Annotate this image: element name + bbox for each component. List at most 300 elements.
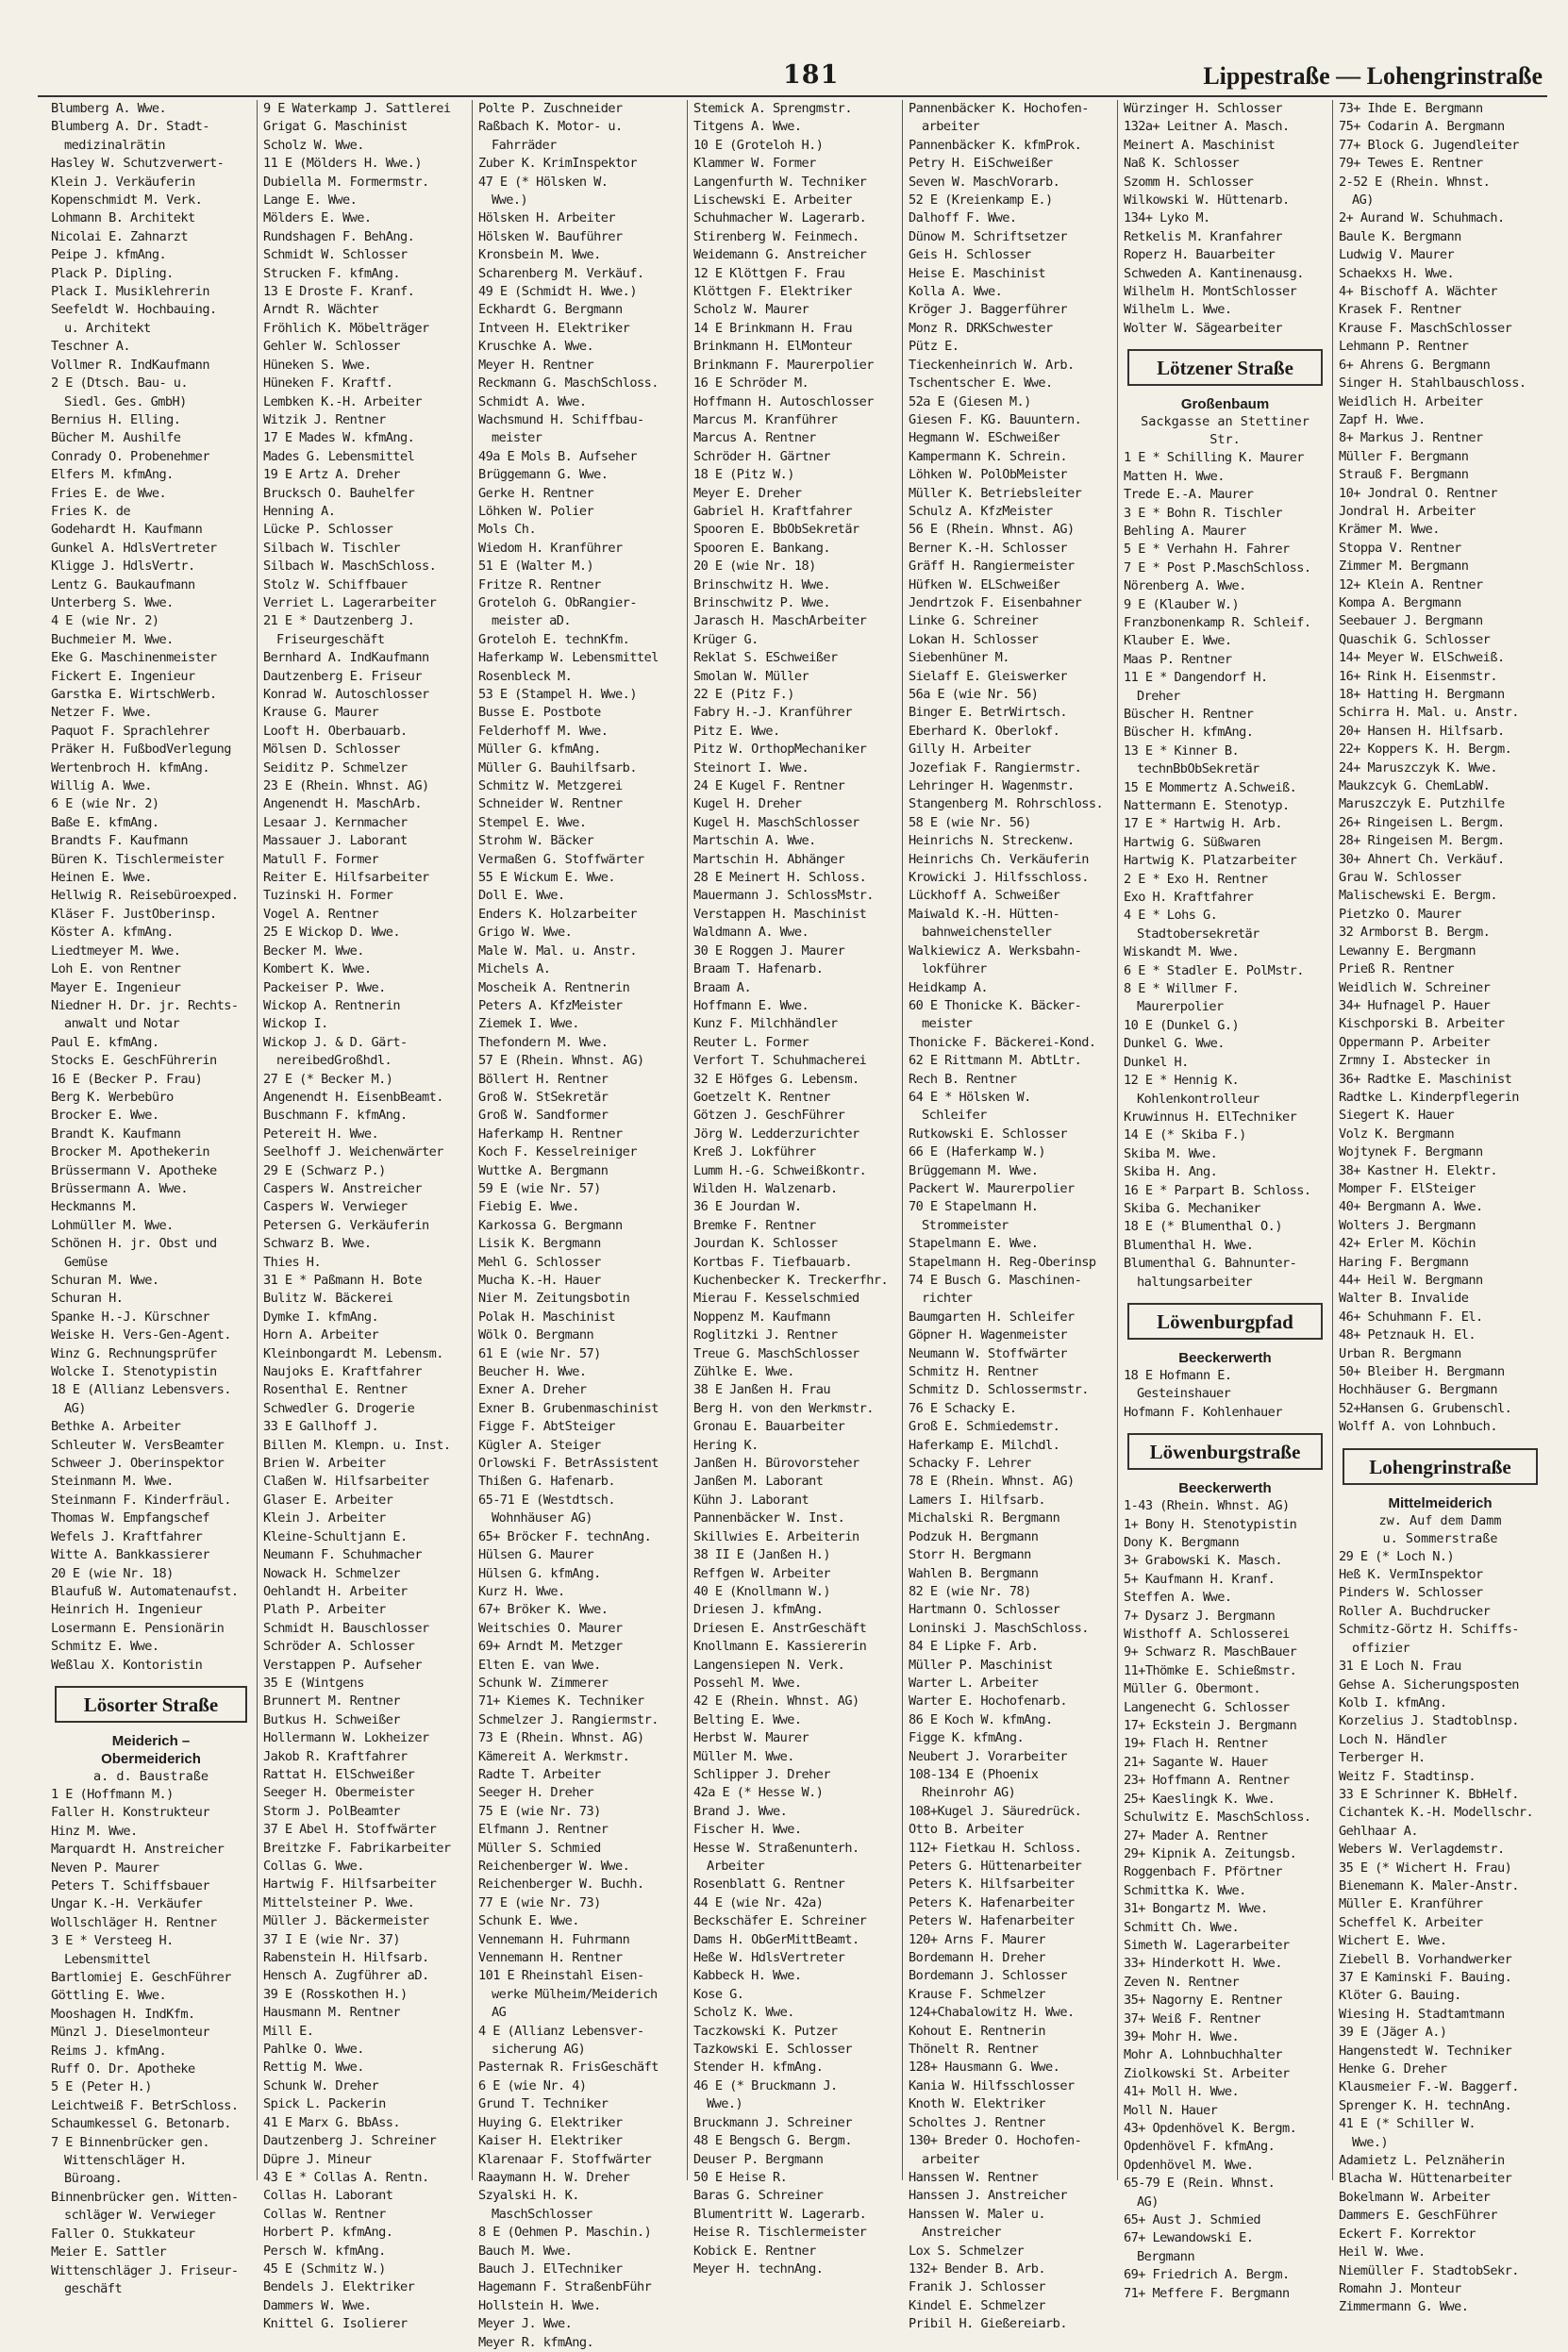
resident-entry: Dymke I. kfmAng. (263, 1309, 379, 1325)
resident-entry: Wichert E. Wwe. (1339, 1933, 1447, 1949)
resident-entry: Schröder H. Gärtner (693, 448, 831, 464)
resident-entry: 32 Armborst B. Bergm. (1339, 925, 1491, 941)
resident-entry: Hülsen G. kfmAng. (478, 1565, 601, 1581)
resident-entry: 77 E (wie Nr. 73) (478, 1894, 601, 1910)
resident-entry: Radte T. Arbeiter (478, 1766, 601, 1782)
entry-continuation: arbeiter (922, 2151, 980, 2167)
resident-entry: Skiba H. Ang. (1124, 1164, 1218, 1180)
resident-entry: Krüger G. (693, 631, 759, 647)
resident-entry: Mill E. (263, 2023, 314, 2039)
resident-entry: Opdenhövel M. Wwe. (1124, 2157, 1254, 2173)
resident-entry: Stirenberg W. Feinmech. (693, 228, 859, 244)
resident-entry: Meyer H. technAng. (693, 2260, 824, 2277)
resident-entry: Huying G. Elektriker (478, 2114, 623, 2130)
resident-entry: Blumberg A. Wwe. (51, 101, 167, 116)
resident-entry: Tazkowski E. Schlosser (693, 2042, 852, 2058)
resident-entry: Kleinbongardt M. Lebensm. (263, 1345, 443, 1361)
resident-entry: Hochhäuser G. Bergmann (1339, 1382, 1497, 1398)
resident-entry: Seefeldt W. Hochbauing. (51, 302, 217, 318)
resident-entry: Janßen M. Laborant (693, 1474, 824, 1490)
resident-entry: Lembken K.-H. Arbeiter (263, 393, 422, 409)
resident-entry: Raßbach K. Motor- u. (478, 119, 623, 135)
resident-entry: Packeiser P. Wwe. (263, 979, 386, 995)
resident-entry: Smolan W. Müller (693, 668, 809, 684)
resident-entry: 16 E Schröder M. (693, 375, 809, 392)
resident-entry: Hesse W. Straßenunterh. (693, 1840, 859, 1856)
resident-entry: Wuttke A. Bergmann (478, 1162, 609, 1178)
resident-entry: Petersen G. Verkäuferin (263, 1217, 429, 1233)
resident-entry: 62 E Rittmann M. AbtLtr. (909, 1053, 1082, 1069)
resident-entry: Buchmeier M. Wwe. (51, 631, 174, 647)
resident-entry: Lückhoff A. Schweißer (909, 888, 1060, 904)
resident-entry: Heise E. Maschinist (909, 265, 1046, 281)
resident-entry: 47 E (* Hölsken W. (478, 174, 609, 190)
page-number: 181 (783, 60, 840, 90)
resident-entry: 7 E Binnenbrücker gen. (51, 2134, 209, 2150)
resident-entry: Hasley W. Schutzverwert- (51, 156, 225, 172)
resident-entry: Knoth W. Elektriker (909, 2096, 1046, 2112)
resident-entry: 28+ Ringeisen M. Bergm. (1339, 833, 1505, 849)
resident-entry: 1 E (Hoffmann M.) (51, 1786, 174, 1802)
resident-entry: 17+ Eckstein J. Bergmann (1124, 1718, 1297, 1734)
resident-entry: Thißen G. Hafenarb. (478, 1474, 616, 1490)
header-rule (38, 95, 1547, 97)
resident-entry: 112+ Fietkau H. Schloss. (909, 1840, 1082, 1856)
entry-continuation: lokführer (922, 961, 987, 977)
resident-entry: Janßen H. Bürovorsteher (693, 1456, 859, 1472)
entry-continuation: offizier (1352, 1640, 1410, 1656)
resident-entry: Kaiser H. Elektriker (478, 2133, 623, 2149)
resident-entry: 14+ Meyer W. ElSchweiß. (1339, 650, 1505, 666)
resident-entry: Schmitz E. Wwe. (51, 1639, 159, 1655)
resident-entry: Braam A. (693, 979, 752, 995)
resident-entry: Brocker M. Apothekerin (51, 1144, 209, 1160)
resident-entry: 56 E (Rhein. Whnst. AG) (909, 522, 1075, 538)
resident-entry: 128+ Hausmann G. Wwe. (909, 2060, 1060, 2076)
entry-continuation: sicherung AG) (492, 2042, 586, 2058)
resident-entry: Mucha K.-H. Hauer (478, 1273, 601, 1288)
resident-entry: Heil W. Wwe. (1339, 2244, 1426, 2260)
resident-entry: 21 E * Dautzenberg J. (263, 613, 415, 629)
resident-entry: Lücke P. Schlosser (263, 522, 393, 538)
resident-entry: Walter B. Invalide (1339, 1291, 1469, 1307)
resident-entry: Reffgen W. Arbeiter (693, 1565, 831, 1581)
resident-entry: Peipe J. kfmAng. (51, 247, 167, 263)
district-heading: Meiderich – (111, 1732, 191, 1749)
resident-entry: 124+Chabalowitz H. Wwe. (909, 2005, 1075, 2021)
resident-entry: Thönelt R. Rentner (909, 2042, 1039, 2058)
resident-entry: Hagemann F. StraßenbFühr (478, 2279, 652, 2295)
resident-entry: Nicolai E. Zahnarzt (51, 228, 189, 244)
resident-entry: 2 E (Dtsch. Bau- u. (51, 375, 189, 392)
street-heading: Löwenburgstraße (1127, 1433, 1323, 1470)
resident-entry: Wachsmund H. Schiffbau- (478, 411, 644, 427)
resident-entry: Reklat S. ESchweißer (693, 650, 838, 666)
resident-entry: 66 E (Haferkamp W.) (909, 1144, 1046, 1160)
resident-entry: Langenfurth W. Techniker (693, 174, 867, 190)
resident-entry: Schunk W. Dreher (263, 2077, 379, 2093)
resident-entry: Hellwig R. Reisebüroexped. (51, 888, 239, 904)
resident-entry: Szomm H. Schlosser (1124, 174, 1254, 190)
resident-entry: Looft H. Oberbauarb. (263, 723, 408, 739)
resident-entry: Binger E. BetrWirtsch. (909, 705, 1067, 721)
resident-entry: Doll E. Wwe. (478, 888, 565, 904)
resident-entry: Beucher H. Wwe. (478, 1364, 587, 1380)
resident-entry: Collas W. Rentner (263, 2206, 386, 2222)
resident-entry: Angenendt H. EisenbBeamt. (263, 1089, 443, 1105)
resident-entry: Niemüller F. StadtobSekr. (1339, 2262, 1519, 2278)
entry-continuation: haltungsarbeiter (1137, 1274, 1253, 1290)
resident-entry: Meyer R. kfmAng. (478, 2334, 594, 2350)
street-location-note: Sackgasse an Stettiner Str. (1141, 414, 1309, 448)
street-location-note: a. d. Baustraße (93, 1768, 209, 1784)
resident-entry: Butkus H. Schweißer (263, 1711, 401, 1727)
resident-entry: Kunz F. Milchhändler (693, 1016, 838, 1032)
resident-entry: Paul E. kfmAng. (51, 1034, 159, 1050)
resident-entry: Bethke A. Arbeiter (51, 1419, 181, 1435)
resident-entry: 49 E (Schmidt H. Wwe.) (478, 284, 637, 300)
resident-entry: Willig A. Wwe. (51, 778, 152, 794)
resident-entry: Stoppa V. Rentner (1339, 540, 1461, 556)
resident-entry: Monz R. DRKSchwester (909, 320, 1053, 336)
resident-entry: 11 E * Dangendorf H. (1124, 670, 1268, 686)
resident-entry: Eke G. Maschinenmeister (51, 650, 217, 666)
resident-entry: Sprenger K. H. technAng. (1339, 2097, 1512, 2113)
resident-entry: 3 E * Bohn R. Tischler (1124, 505, 1282, 521)
resident-entry: Wilhelm H. MontSchlosser (1124, 284, 1297, 300)
resident-entry: Schaumkessel G. Betonarb. (51, 2116, 231, 2132)
resident-entry: Wolcke I. Stenotypistin (51, 1364, 217, 1380)
resident-entry: Löhken W. Polier (478, 503, 594, 519)
resident-entry: Nattermann E. Stenotyp. (1124, 798, 1290, 813)
resident-entry: 3+ Grabowski K. Masch. (1124, 1553, 1282, 1569)
resident-entry: Hartwig G. Süßwaren (1124, 834, 1261, 850)
resident-entry: Bruckmann J. Schreiner (693, 2114, 852, 2130)
resident-entry: Driesen J. kfmAng. (693, 1602, 824, 1618)
resident-entry: Mauermann J. SchlossMstr. (693, 888, 874, 904)
resident-entry: 45 E (Schmitz W.) (263, 2260, 386, 2277)
resident-entry: 76 E Schacky E. (909, 1400, 1017, 1416)
resident-entry: 79+ Tewes E. Rentner (1339, 156, 1483, 172)
entry-continuation: arbeiter (922, 119, 980, 135)
resident-entry: Niedner H. Dr. jr. Rechts- (51, 997, 239, 1013)
resident-entry: Scholz K. Wwe. (693, 2005, 794, 2021)
entry-continuation: AG (492, 2005, 507, 2021)
resident-entry: Weitschies O. Maurer (478, 1620, 623, 1636)
resident-entry: Langensiepen N. Verk. (693, 1657, 845, 1673)
resident-entry: Tieckenheinrich W. Arb. (909, 357, 1075, 373)
entry-continuation: Schleifer (922, 1108, 987, 1124)
resident-entry: Klausmeier F.-W. Baggerf. (1339, 2079, 1519, 2095)
directory-column (257, 100, 472, 2332)
resident-entry: Elfers M. kfmAng. (51, 467, 174, 483)
resident-entry: 21+ Sagante W. Hauer (1124, 1754, 1268, 1770)
resident-entry: Fröhlich K. Möbelträger (263, 320, 429, 336)
resident-entry: Rutkowski E. Schlosser (909, 1126, 1067, 1142)
resident-entry: Singer H. Stahlbauschloss. (1339, 375, 1526, 392)
resident-entry: Goetzelt K. Rentner (693, 1089, 831, 1105)
resident-entry: Skiba M. Wwe. (1124, 1145, 1218, 1161)
resident-entry: Müller J. Bäckermeister (263, 1913, 429, 1929)
resident-entry: Präker H. FußbodVerlegung (51, 742, 231, 758)
resident-entry: Marcus M. Kranführer (693, 411, 838, 427)
resident-entry: Bremke F. Rentner (693, 1217, 816, 1233)
resident-entry: Peters G. Hüttenarbeiter (909, 1859, 1082, 1874)
resident-entry: Rosenblatt G. Rentner (693, 1877, 845, 1893)
resident-entry: Schweden A. Kantinenausg. (1124, 265, 1304, 281)
resident-entry: Weidemann G. Anstreicher (693, 247, 867, 263)
resident-entry: Braam T. Hafenarb. (693, 961, 824, 977)
resident-entry: Schulwitz E. MaschSchloss. (1124, 1810, 1311, 1826)
resident-entry: Schmittka K. Wwe. (1124, 1882, 1246, 1898)
resident-entry: Fries E. de Wwe. (51, 485, 167, 501)
resident-entry: Ziebell B. Vorhandwerker (1339, 1951, 1512, 1967)
resident-entry: Heinrichs Ch. Verkäuferin (909, 851, 1089, 867)
entry-continuation: Wwe.) (707, 2096, 743, 2112)
resident-entry: Kompa A. Bergmann (1339, 594, 1461, 610)
resident-entry: Schönen H. jr. Obst und (51, 1236, 217, 1252)
resident-entry: 108-134 E (Phoenix (909, 1766, 1039, 1782)
resident-entry: Enders K. Holzarbeiter (478, 906, 637, 922)
resident-entry: Hölsken H. Arbeiter (478, 210, 616, 226)
resident-entry: Bauch M. Wwe. (478, 2243, 573, 2259)
resident-entry: Buschmann F. kfmAng. (263, 1108, 408, 1124)
resident-entry: Plath P. Arbeiter (263, 1602, 386, 1618)
resident-entry: Fischer H. Wwe. (693, 1822, 802, 1838)
resident-entry: 38 II E (Janßen H.) (693, 1547, 831, 1563)
resident-entry: Brinkmann F. Maurerpolier (693, 357, 874, 373)
resident-entry: Malischewski E. Bergm. (1339, 888, 1497, 904)
resident-entry: Gehse A. Sicherungsposten (1339, 1676, 1519, 1693)
resident-entry: Faller O. Stukkateur (51, 2226, 195, 2242)
resident-entry: Roperz H. Bauarbeiter (1124, 247, 1276, 263)
resident-entry: Marquardt H. Anstreicher (51, 1842, 225, 1858)
resident-entry: Klöttgen F. Elektriker (693, 284, 852, 300)
resident-entry: 1 E * Schilling K. Maurer (1124, 450, 1304, 466)
resident-entry: 35+ Nagorny E. Rentner (1124, 1993, 1282, 2009)
resident-entry: Franzbonenkamp R. Schleif. (1124, 614, 1311, 630)
resident-entry: 9 E Waterkamp J. Sattlerei (263, 101, 451, 116)
resident-entry: 37 E Abel H. Stoffwärter (263, 1822, 437, 1838)
resident-entry: Oppermann P. Arbeiter (1339, 1034, 1491, 1050)
resident-entry: Jondral H. Arbeiter (1339, 503, 1476, 519)
resident-entry: Stapelmann E. Wwe. (909, 1236, 1039, 1252)
resident-entry: Teschner A. (51, 339, 130, 355)
directory-column (1332, 100, 1547, 2315)
resident-entry: Pütz E. (909, 339, 959, 355)
resident-entry: Maiwald K.-H. Hütten- (909, 906, 1060, 922)
district-heading: Beeckerwerth (1178, 1349, 1272, 1366)
resident-entry: 42+ Erler M. Köchin (1339, 1236, 1476, 1252)
resident-entry: Wilkowski W. Hüttenarb. (1124, 192, 1290, 209)
resident-entry: Linke G. Schreiner (909, 613, 1039, 629)
resident-entry: Pitz E. Wwe. (693, 723, 780, 739)
district-heading: Obermeiderich (101, 1750, 201, 1767)
resident-entry: Roller A. Buchdrucker (1339, 1603, 1491, 1619)
resident-entry: Zapf H. Wwe. (1339, 411, 1426, 427)
resident-entry: Kronsbein M. Wwe. (478, 247, 601, 263)
resident-entry: Stapelmann H. Reg-Oberinsp (909, 1254, 1096, 1270)
resident-entry: Petry H. EiSchweißer (909, 156, 1053, 172)
resident-entry: 19 E Artz A. Dreher (263, 467, 401, 483)
resident-entry: Witte A. Bankkassierer (51, 1547, 209, 1563)
resident-entry: Lumm H.-G. Schweißkontr. (693, 1162, 867, 1178)
resident-entry: Konrad W. Autoschlosser (263, 687, 429, 702)
resident-entry: Stemick A. Sprengmstr. (693, 101, 852, 116)
resident-entry: 18 E (Pitz W.) (693, 467, 794, 483)
resident-entry: Brandts F. Kaufmann (51, 833, 189, 849)
resident-entry: Kruschke A. Wwe. (478, 339, 594, 355)
resident-entry: Kugel H. Dreher (693, 796, 802, 812)
resident-entry: Rosenbleck M. (478, 668, 573, 684)
resident-entry: Verstappen H. Maschinist (693, 906, 867, 922)
resident-entry: 38+ Kastner H. Elektr. (1339, 1162, 1497, 1178)
resident-entry: Reims J. kfmAng. (51, 2043, 167, 2059)
resident-entry: Pannenbäcker W. Inst. (693, 1510, 845, 1526)
entry-continuation: Wittenschläger H. (64, 2153, 187, 2169)
resident-entry: 25+ Kaeslingk K. Wwe. (1124, 1791, 1276, 1807)
resident-entry: Henning A. (263, 503, 336, 519)
resident-entry: Schaekxs H. Wwe. (1339, 265, 1455, 281)
resident-entry: Dalhoff F. Wwe. (909, 210, 1017, 226)
resident-entry: Müller P. Maschinist (909, 1657, 1053, 1673)
resident-entry: Hanssen W. Rentner (909, 2169, 1039, 2185)
resident-entry: Driesen E. AnstrGeschäft (693, 1620, 867, 1636)
resident-entry: Scholz W. Maurer (693, 302, 809, 318)
resident-entry: Possehl M. Wwe. (693, 1675, 802, 1691)
resident-entry: Seeger H. Obermeister (263, 1785, 415, 1801)
resident-entry: Haring F. Bergmann (1339, 1254, 1469, 1270)
resident-entry: Matten H. Wwe. (1124, 468, 1225, 484)
resident-entry: Brand J. Wwe. (693, 1803, 788, 1819)
resident-entry: Langenecht G. Schlosser (1124, 1699, 1290, 1715)
district-heading: Großenbaum (1180, 396, 1270, 413)
resident-entry: 52 E (Kreienkamp E.) (909, 192, 1053, 209)
resident-entry: Skillwies E. Arbeiterin (693, 1528, 859, 1544)
resident-entry: Schacky F. Lehrer (909, 1456, 1031, 1472)
resident-entry: Neumann F. Schuhmacher (263, 1547, 422, 1563)
resident-entry: Müller G. kfmAng. (478, 742, 601, 758)
entry-continuation: Gesteinshauer (1137, 1386, 1231, 1402)
street-heading: Löwenburgpfad (1127, 1303, 1323, 1340)
resident-entry: Collas G. Wwe. (263, 1859, 364, 1874)
entry-continuation: anwalt und Notar (64, 1016, 180, 1032)
resident-entry: 12 E Klöttgen F. Frau (693, 265, 845, 281)
resident-entry: Eckert F. Korrektor (1339, 2226, 1476, 2242)
resident-entry: Groteloh G. ObRangier- (478, 594, 637, 610)
resident-entry: Knittel G. Isolierer (263, 2316, 408, 2332)
resident-entry: Blumenthal G. Bahnunter- (1124, 1256, 1297, 1272)
resident-entry: 44 E (wie Nr. 42a) (693, 1894, 824, 1910)
resident-entry: 30+ Ahnert Ch. Verkäuf. (1339, 851, 1505, 867)
resident-entry: Henke G. Dreher (1339, 2061, 1447, 2077)
resident-entry: 1+ Bony H. Stenotypistin (1124, 1516, 1297, 1532)
entry-continuation: Strommeister (922, 1217, 1009, 1233)
resident-entry: Verriet L. Lagerarbeiter (263, 594, 437, 610)
resident-entry: Lentz G. Baukaufmann (51, 576, 195, 592)
resident-entry: Dony K. Bergmann (1124, 1535, 1240, 1550)
resident-entry: 26+ Ringeisen L. Bergm. (1339, 814, 1505, 830)
district-heading: Beeckerwerth (1178, 1480, 1272, 1497)
entry-continuation: Büroang. (64, 2171, 123, 2187)
resident-entry: Lesaar J. Kernmacher (263, 814, 408, 830)
resident-entry: 40 E (Knollmann W.) (693, 1583, 831, 1599)
resident-entry: Thomas W. Empfangschef (51, 1510, 209, 1526)
resident-entry: Reichenberger W. Wwe. (478, 1859, 630, 1874)
resident-entry: Kolla A. Wwe. (909, 284, 1003, 300)
resident-entry: Schmidt W. Schlosser (263, 247, 408, 263)
resident-entry: Kortbas F. Tiefbauarb. (693, 1254, 852, 1270)
resident-entry: Schröder A. Schlosser (263, 1639, 415, 1655)
resident-entry: Male W. Mal. u. Anstr. (478, 942, 637, 959)
resident-entry: Warter E. Hochofenarb. (909, 1693, 1067, 1710)
resident-entry: 132+ Bender B. Arb. (909, 2260, 1046, 2277)
resident-entry: 34+ Hufnagel P. Hauer (1339, 997, 1491, 1013)
resident-entry: Ludwig V. Maurer (1339, 247, 1455, 263)
resident-entry: 120+ Arns F. Maurer (909, 1931, 1046, 1947)
resident-entry: Winz G. Rechnungsprüfer (51, 1345, 217, 1361)
resident-entry: Gronau E. Bauarbeiter (693, 1419, 845, 1435)
resident-entry: Klauber E. Wwe. (1124, 633, 1232, 649)
resident-entry: Krasek F. Rentner (1339, 302, 1461, 318)
resident-entry: 11+Thömke E. Schießmstr. (1124, 1662, 1297, 1678)
resident-entry: 52+Hansen G. Grubenschl. (1339, 1400, 1512, 1416)
resident-entry: Thonicke F. Bäckerei-Kond. (909, 1034, 1096, 1050)
resident-entry: Heße W. HdlsVertreter (693, 1950, 845, 1966)
entry-continuation: Rheinrohr AG) (922, 1785, 1016, 1801)
resident-entry: Spooren E. BbObSekretär (693, 522, 859, 538)
entry-continuation: technBbObSekretär (1137, 761, 1259, 777)
resident-entry: 41 E Marx G. BbAss. (263, 2114, 401, 2130)
resident-entry: 64 E * Hölsken W. (909, 1089, 1031, 1105)
resident-entry: Dunkel H. (1124, 1054, 1189, 1070)
resident-entry: Rattat H. ElSchweißer (263, 1766, 415, 1782)
resident-entry: Strauß F. Bergmann (1339, 467, 1469, 483)
resident-entry: Terberger H. (1339, 1750, 1426, 1766)
resident-entry: Leichtweiß F. BetrSchloss. (51, 2097, 239, 2113)
resident-entry: Liedtmeyer M. Wwe. (51, 942, 181, 959)
resident-entry: Wertenbroch H. kfmAng. (51, 759, 209, 776)
resident-entry: Brien W. Arbeiter (263, 1456, 386, 1472)
resident-entry: Blaufuß W. Automatenaufst. (51, 1583, 239, 1599)
resident-entry: 71+ Kiemes K. Techniker (478, 1693, 644, 1710)
resident-entry: Raaymann H. W. Dreher (478, 2169, 630, 2185)
resident-entry: Witzik J. Rentner (263, 411, 386, 427)
resident-entry: Hensch A. Zugführer aD. (263, 1968, 429, 1984)
resident-entry: Wittenschläger J. Friseur- (51, 2262, 239, 2278)
resident-entry: Neubert J. Vorarbeiter (909, 1748, 1067, 1764)
resident-entry: 1-43 (Rhein. Whnst. AG) (1124, 1498, 1290, 1514)
resident-entry: 20 E (wie Nr. 18) (51, 1565, 174, 1581)
resident-entry: Oehlandt H. Arbeiter (263, 1583, 408, 1599)
resident-entry: 37 E Kaminski F. Bauing. (1339, 1970, 1512, 1985)
resident-entry: 16 E (Becker P. Frau) (51, 1071, 203, 1087)
resident-entry: Schmidt H. Bauschlosser (263, 1620, 429, 1636)
resident-entry: Hartwig K. Platzarbeiter (1124, 853, 1297, 869)
resident-entry: Zimmer M. Bergmann (1339, 559, 1469, 575)
resident-entry: 55 E Wickum E. Wwe. (478, 870, 616, 886)
resident-entry: 10 E (Groteloh H.) (693, 137, 824, 153)
resident-entry: Schwedler G. Drogerie (263, 1400, 415, 1416)
resident-entry: Deuser P. Bergmann (693, 2151, 824, 2167)
resident-entry: Horbert P. kfmAng. (263, 2225, 393, 2241)
resident-entry: 65-71 E (Westdtsch. (478, 1492, 616, 1508)
resident-entry: Kreß J. Lokführer (693, 1144, 816, 1160)
directory-column (902, 100, 1117, 2332)
resident-entry: Götzen J. GeschFührer (693, 1108, 845, 1124)
resident-entry: Büren K. Tischlermeister (51, 851, 225, 867)
resident-entry: 108+Kugel J. Säuredrück. (909, 1803, 1082, 1819)
